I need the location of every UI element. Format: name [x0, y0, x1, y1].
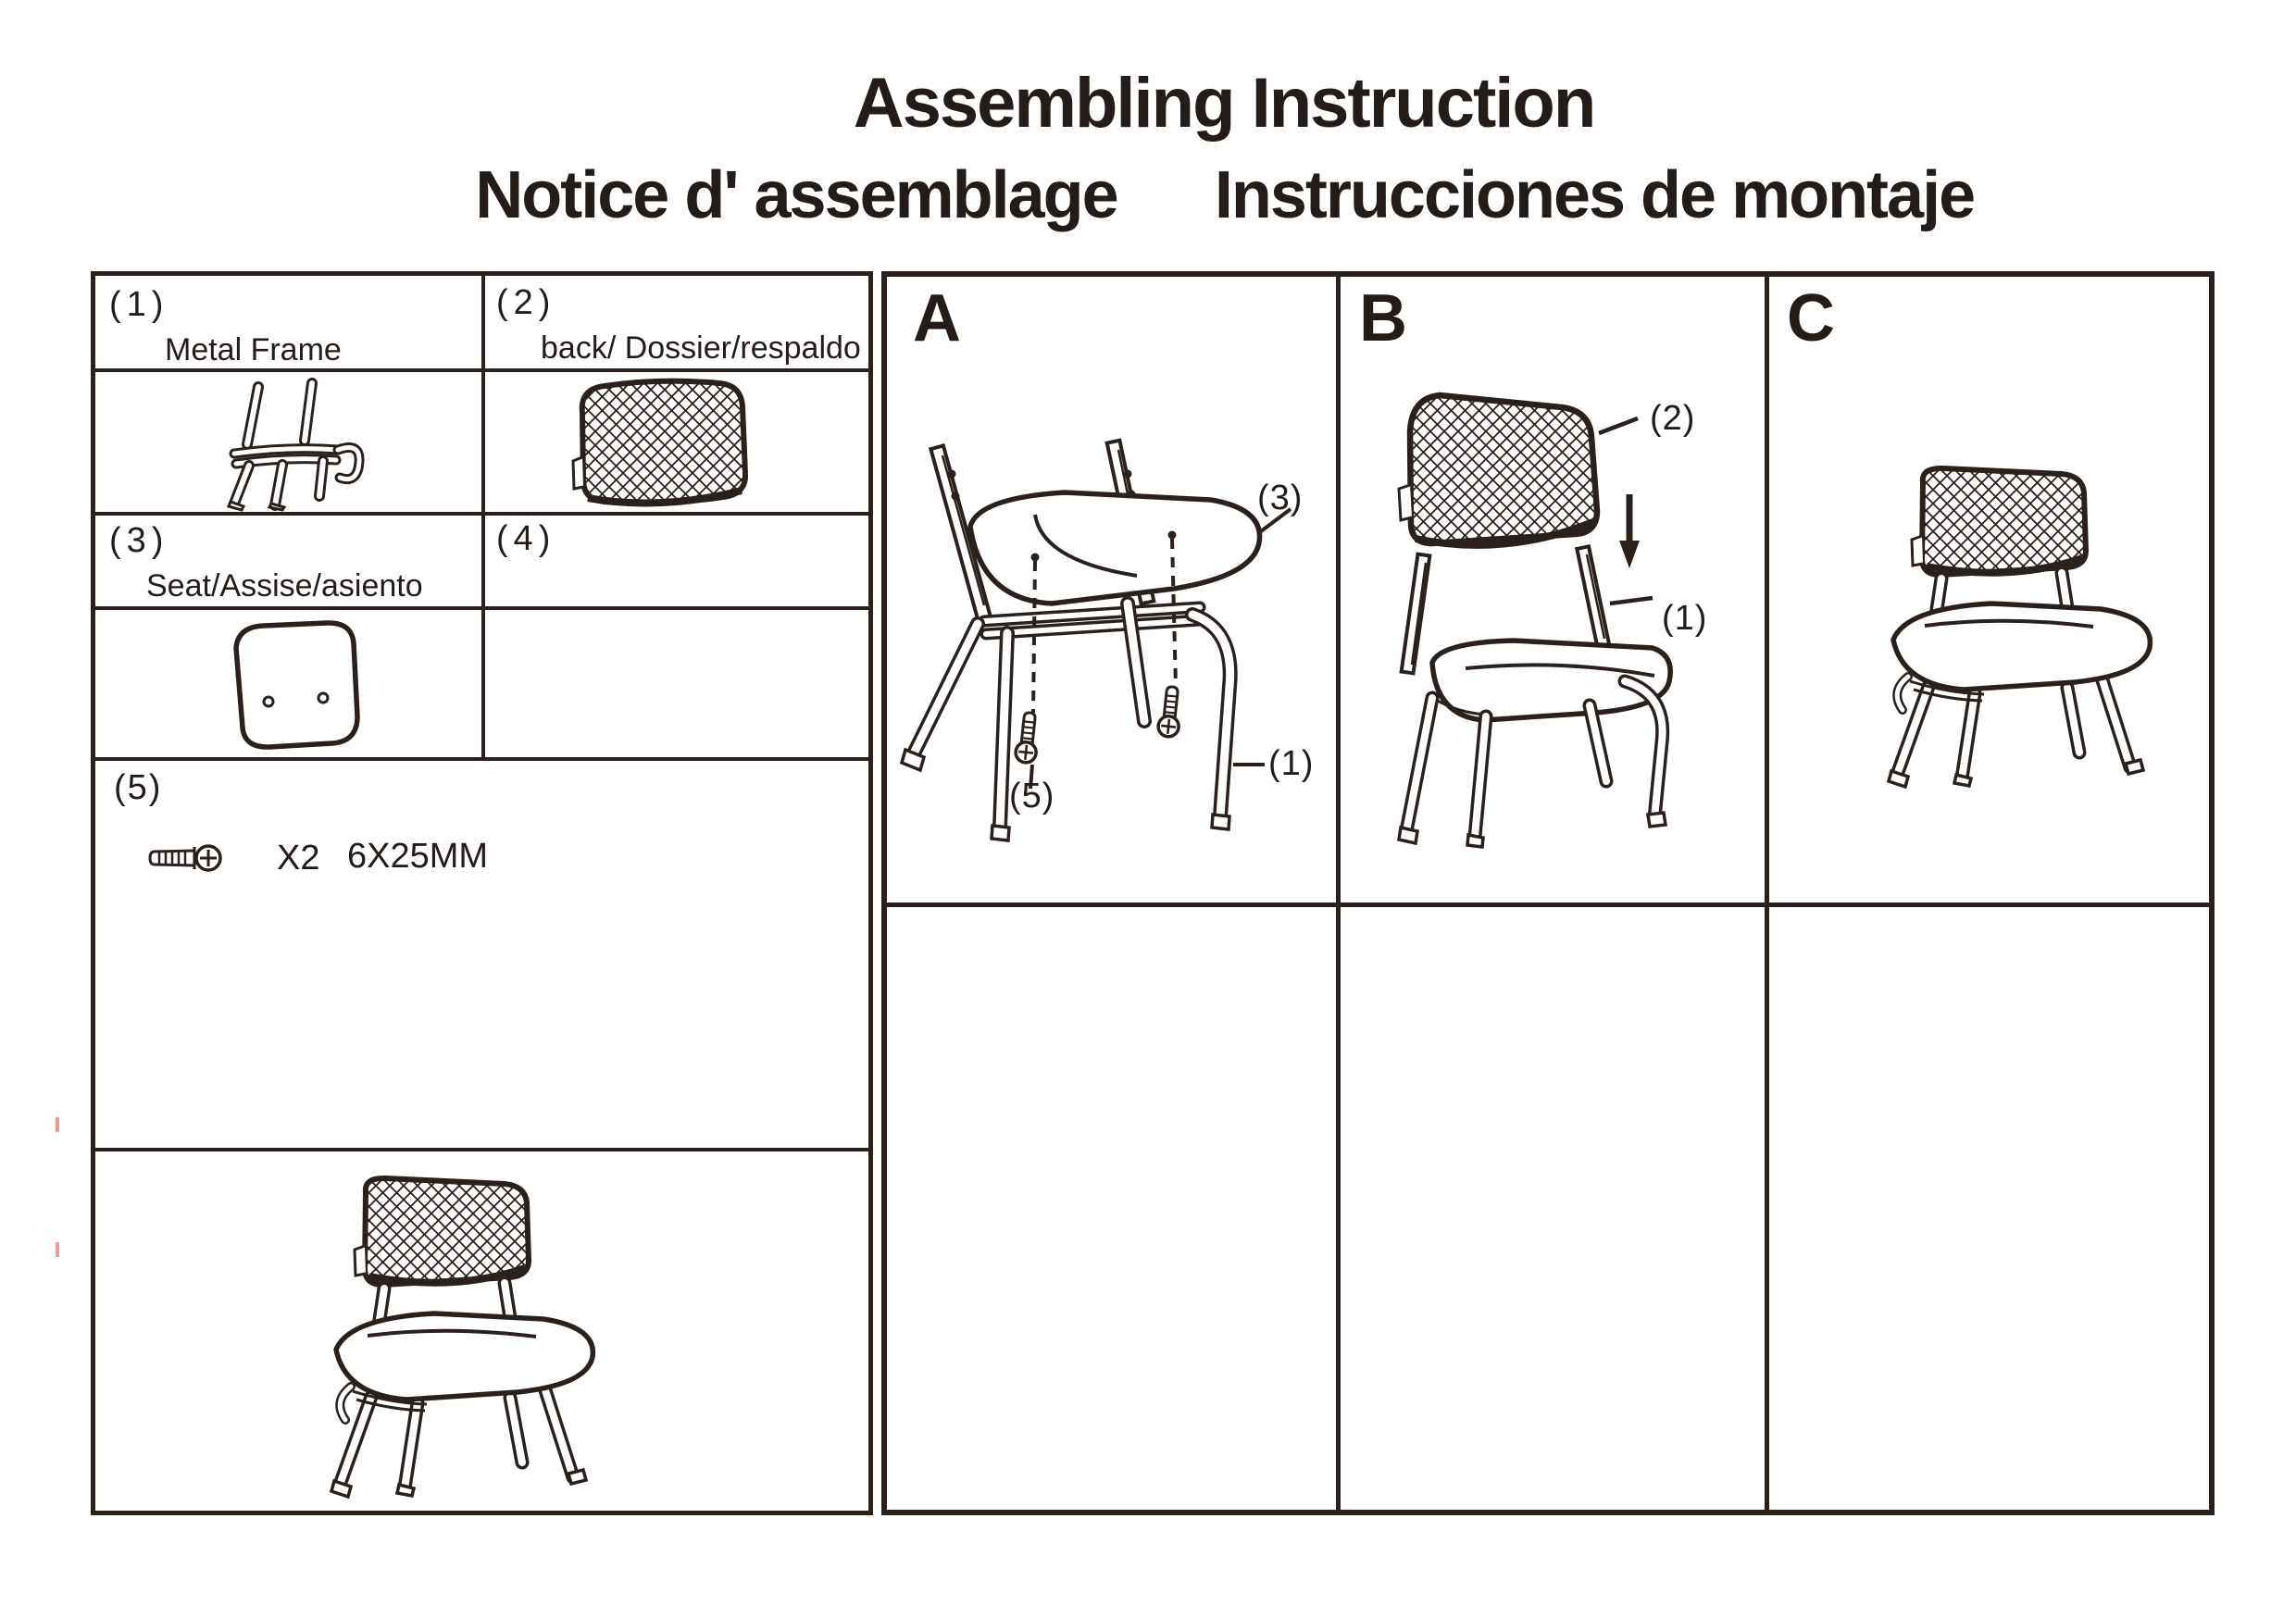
step-b-letter: B — [1359, 281, 1407, 355]
step-a-callout-seat: (3) — [1257, 479, 1304, 517]
part1-name: Metal Frame — [165, 332, 342, 367]
part4-number: (4) — [496, 519, 556, 558]
chair-back-mesh — [355, 1178, 529, 1285]
scan-artifact — [56, 1242, 59, 1257]
step-c-letter: C — [1787, 281, 1835, 355]
assembled-chair-drawing — [306, 1172, 621, 1496]
screw-size: 6X25MM — [347, 837, 489, 876]
screw-quantity: X2 — [277, 839, 320, 877]
metal-frame-drawing — [197, 376, 396, 510]
step-b-callout-frame: (1) — [1662, 599, 1708, 638]
step-a-illustration — [894, 420, 1320, 855]
steps-grid — [881, 271, 2215, 1515]
grid-line — [1765, 277, 1769, 1510]
step-c-illustration — [1864, 462, 2178, 786]
page-title: Assembling Instruction — [853, 64, 1595, 143]
seat-drawing — [216, 616, 368, 753]
part3-name: Seat/Assise/asiento — [146, 568, 423, 604]
part1-cell — [109, 285, 342, 368]
part2-cell — [496, 283, 861, 367]
step-b-callout-back: (2) — [1650, 399, 1696, 438]
subtitle-spanish: Instrucciones de montaje — [1214, 158, 1975, 232]
subtitle-french: Notice d' assemblage — [475, 158, 1117, 232]
step-a-letter: A — [913, 281, 961, 355]
table-line — [95, 1148, 868, 1151]
grid-line — [887, 902, 2209, 907]
part3-number: (3) — [109, 521, 169, 560]
grid-line — [1336, 277, 1341, 1510]
part2-name: back/ Dossier/respaldo — [541, 330, 861, 366]
screw-icon — [146, 839, 228, 877]
step-a-callout-screw: (5) — [1009, 777, 1055, 815]
table-line — [481, 276, 485, 761]
finished-chair-cell — [306, 1172, 621, 1496]
back-drawing — [568, 376, 753, 510]
part5-number: (5) — [114, 768, 163, 807]
chair-back-mesh — [1912, 468, 2086, 575]
parts-table — [91, 271, 873, 1515]
assembled-chair-drawing — [1864, 462, 2178, 786]
part3-cell — [109, 521, 423, 604]
part4-cell — [496, 519, 555, 559]
part1-number: (1) — [109, 285, 169, 324]
part2-number: (2) — [496, 283, 556, 322]
scan-artifact — [56, 1117, 59, 1132]
step-a-callout-frame: (1) — [1268, 744, 1315, 783]
